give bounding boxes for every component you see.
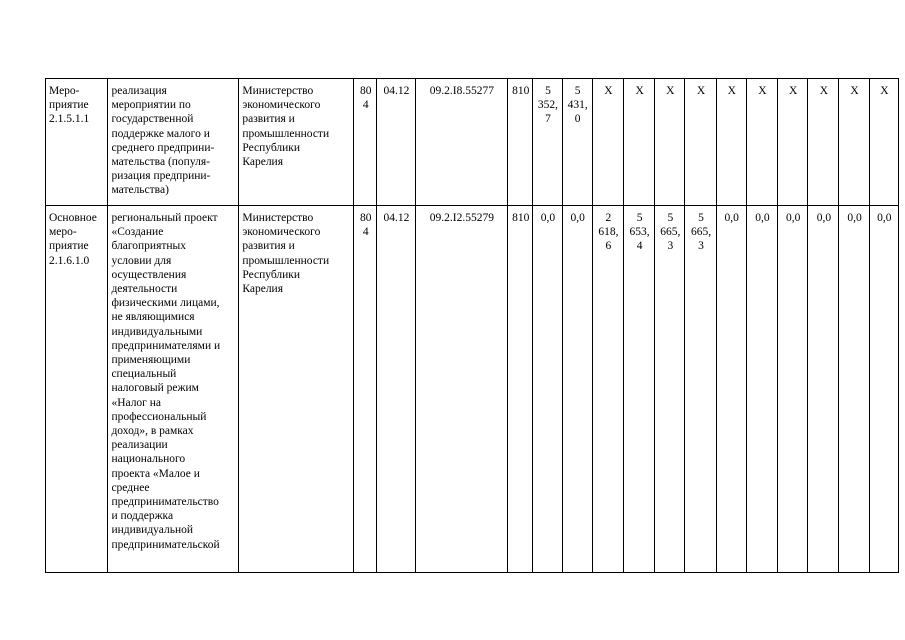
value: X bbox=[758, 85, 767, 97]
value: X bbox=[666, 85, 675, 97]
event-name: реализация мероприятии по государственной поддержке малого и среднего предприни- мательства (популя- ризация предприни- мательства) bbox=[111, 85, 215, 197]
value: X bbox=[604, 85, 613, 97]
value-cell bbox=[533, 79, 562, 206]
value: X bbox=[880, 85, 889, 97]
value: X bbox=[635, 85, 644, 97]
value-cell bbox=[746, 206, 777, 573]
value-cell bbox=[869, 79, 898, 206]
value: 0,0 bbox=[540, 212, 556, 224]
value-cell bbox=[562, 79, 592, 206]
value-cell bbox=[839, 206, 869, 573]
rzpr-cell bbox=[377, 79, 415, 206]
grbs-cell bbox=[354, 206, 377, 573]
event-code-cell bbox=[46, 79, 108, 206]
value: 5 653, 4 bbox=[629, 212, 650, 253]
csr-code: 09.2.I2.55279 bbox=[429, 212, 494, 224]
value-cell bbox=[533, 206, 562, 573]
value-cell bbox=[655, 206, 685, 573]
value: 2 618, 6 bbox=[598, 212, 619, 253]
event-code: Основное меро- приятие 2.1.6.1.0 bbox=[49, 212, 97, 267]
table-row bbox=[46, 206, 899, 573]
value-cell bbox=[624, 79, 655, 206]
value: X bbox=[789, 85, 798, 97]
event-code-cell bbox=[46, 206, 108, 573]
value-cell bbox=[778, 79, 808, 206]
rzpr-code: 04.12 bbox=[383, 85, 410, 97]
value-cell bbox=[808, 79, 839, 206]
grbs-code: 80 4 bbox=[359, 85, 372, 112]
value-cell bbox=[778, 206, 808, 573]
event-code: Меро- приятие 2.1.5.1.1 bbox=[49, 85, 90, 126]
rzpr-cell bbox=[377, 206, 415, 573]
executor-cell bbox=[239, 206, 354, 573]
value: 5 431, 0 bbox=[567, 85, 588, 126]
value: 0,0 bbox=[785, 212, 801, 224]
value: X bbox=[850, 85, 859, 97]
event-name-cell bbox=[108, 79, 239, 206]
value: X bbox=[727, 85, 736, 97]
csr-code: 09.2.I8.55277 bbox=[429, 85, 494, 97]
value-cell bbox=[562, 206, 592, 573]
vr-code: 810 bbox=[512, 85, 530, 97]
value-cell bbox=[716, 206, 746, 573]
event-name-cell bbox=[108, 206, 239, 573]
value: 0,0 bbox=[570, 212, 585, 224]
value: 0,0 bbox=[816, 212, 832, 224]
value-cell bbox=[839, 79, 869, 206]
executor: Министерство экономического развития и промышленности Республики Карелия bbox=[242, 212, 330, 296]
value-cell bbox=[624, 206, 655, 573]
vr-code: 810 bbox=[512, 212, 530, 224]
value-cell bbox=[716, 79, 746, 206]
value: X bbox=[696, 85, 706, 97]
value: 0,0 bbox=[877, 212, 892, 224]
table-row bbox=[46, 79, 899, 206]
vr-cell bbox=[508, 79, 533, 206]
executor: Министерство экономического развития и промышленности Республики Карелия bbox=[242, 85, 330, 169]
value: 0,0 bbox=[755, 212, 770, 224]
value: 5 665, 3 bbox=[690, 212, 712, 253]
value-cell bbox=[869, 206, 898, 573]
csr-cell bbox=[415, 79, 508, 206]
value-cell bbox=[746, 79, 777, 206]
value: 0,0 bbox=[724, 212, 739, 224]
value: 5 665, 3 bbox=[660, 212, 681, 253]
rzpr-code: 04.12 bbox=[383, 212, 410, 224]
value: 0,0 bbox=[847, 212, 862, 224]
value-cell bbox=[808, 206, 839, 573]
value-cell bbox=[592, 206, 623, 573]
event-name: региональный проект «Создание благоприятных условии для осуществления деятельности физическими лицами, не являющимися индивидуальными предпринимателями и применяющими специальный налоговый режим «Налог на профессиональный доход», в рамках реализации национального проекта «Малое и среднее предпринимательство и поддержка индивидуальной предпринимательской bbox=[111, 212, 221, 551]
grbs-code: 80 4 bbox=[359, 212, 372, 239]
csr-cell bbox=[415, 206, 508, 573]
vr-cell bbox=[508, 206, 533, 573]
value-cell bbox=[685, 206, 716, 573]
value: X bbox=[819, 85, 829, 97]
value: 5 352, 7 bbox=[537, 85, 559, 126]
budget-table bbox=[45, 78, 899, 573]
grbs-cell bbox=[354, 79, 377, 206]
executor-cell bbox=[239, 79, 354, 206]
value-cell bbox=[685, 79, 716, 206]
value-cell bbox=[655, 79, 685, 206]
value-cell bbox=[592, 79, 623, 206]
